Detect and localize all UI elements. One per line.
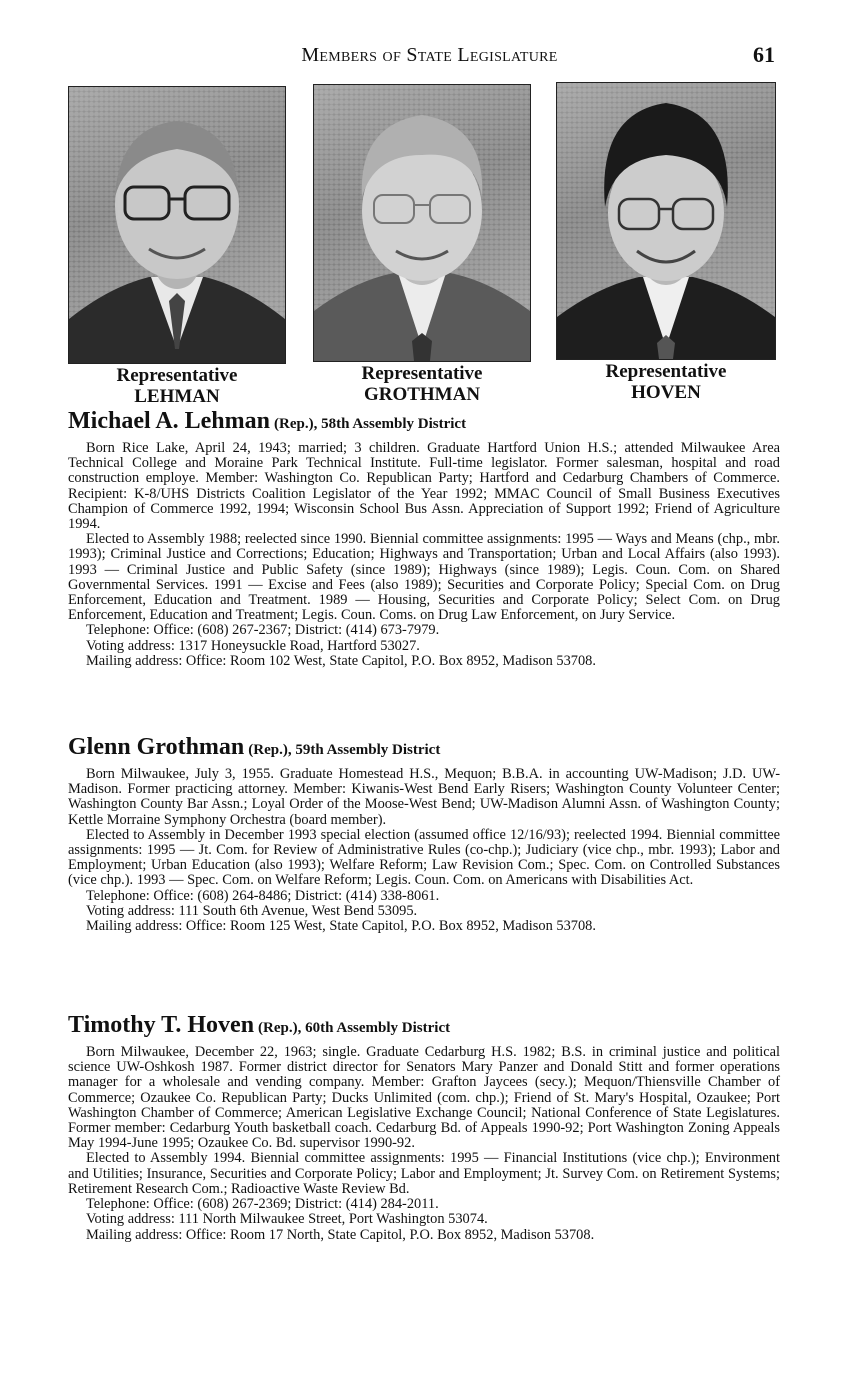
bio-lehman bbox=[68, 408, 780, 670]
voting-address: Voting address: 1317 Honeysuckle Road, Hartford 53027. bbox=[86, 637, 420, 654]
bio-grothman bbox=[68, 734, 780, 935]
bio-background: Born Milwaukee, December 22, 1963; single. Graduate Cedarburg H.S. 1982; B.S. in criminal justice and political science UW-Oshkosh 1987. Former district director for Senators Mary Panzer and Donald Stitt and former operations manager for a wholesale and vending company. Member: Grafton Jaycees (secy.); Mequon/Thiensville Chamber of Commerce; Ozaukee Co. Republican Party; Ducks Unlimited (com. chp.); Friend of St. Mary's Hospital, Ozaukee; Port Washington Chamber of Commerce; American Legislative Exchange Council; National Conference of State Legislatures. Former member: Cedarburg Youth basketball coach. Cedarburg Bd. of Appeals 1990-92; Port Washington Zoning Appeals May 1994-June 1995; Ozaukee Co. Bd. supervisor 1990-92. bbox=[68, 1044, 780, 1152]
caption-surname: LEHMAN bbox=[134, 386, 220, 407]
running-title: Members of State Legislature bbox=[301, 44, 558, 66]
caption-title: Representative bbox=[605, 361, 727, 382]
party-district: (Rep.), 58th Assembly District bbox=[274, 416, 467, 432]
portrait-grothman bbox=[313, 84, 531, 404]
telephone: Telephone: Office: (608) 264-8486; District: (414) 338-8061. bbox=[86, 887, 440, 904]
caption-surname: HOVEN bbox=[631, 382, 701, 403]
mailing-address: Mailing address: Office: Room 17 North, State Capitol, P.O. Box 8952, Madison 53708. bbox=[86, 1226, 595, 1243]
portrait-photo-lehman bbox=[68, 86, 286, 364]
voting-address: Voting address: 111 North Milwaukee Street, Port Washington 53074. bbox=[86, 1211, 488, 1228]
telephone: Telephone: Office: (608) 267-2369; District: (414) 284-2011. bbox=[86, 1196, 439, 1213]
bio-background: Born Rice Lake, April 24, 1943; married; 3 children. Graduate Hartford Union H.S.; attended Milwaukee Area Technical College and Moraine Park Technical Institute. Full-time legislator. Former salesman, hospital and road construction employe. Member: Washington Co. Republican Party; Hartford and Cedarburg Chambers of Commerce. Recipient: K-8/UHS Districts Coalition Legislator of the Year 1992; MMAC Council of Small Business Executives Champion of Commerce 1992, 1994; Wisconsin School Bus Assn. Appreciation of Support 1992; Friend of Agriculture 1994. bbox=[68, 440, 780, 533]
portrait-image-grothman bbox=[314, 85, 530, 361]
portrait-image-lehman bbox=[69, 87, 285, 363]
caption-title: Representative bbox=[116, 365, 238, 386]
bio-hoven bbox=[68, 1012, 780, 1243]
party-district: (Rep.), 59th Assembly District bbox=[248, 742, 441, 758]
member-name: Glenn Grothman bbox=[68, 734, 245, 760]
bio-background: Born Milwaukee, July 3, 1955. Graduate Homestead H.S., Mequon; B.B.A. in accounting UW-Madison; J.D. UW-Madison. Former practicing attorney. Member: Kiwanis-West Bend Early Risers; Washington County Volunteer Center; Washington County Bar Assn.; Loyal Order of the Moose-West Bend; UW-Madison Alumni Assn. of Washington County; Kettle Morraine Symphony Orchestra (board member). bbox=[68, 766, 780, 828]
portrait-photo-grothman bbox=[313, 84, 531, 362]
portrait-hoven bbox=[556, 82, 776, 402]
caption-title: Representative bbox=[361, 363, 483, 384]
telephone: Telephone: Office: (608) 267-2367; District: (414) 673-7979. bbox=[86, 622, 440, 639]
page-number: 61 bbox=[753, 42, 775, 67]
bio-heading bbox=[68, 408, 780, 437]
caption-surname: GROTHMAN bbox=[363, 384, 481, 405]
running-head bbox=[0, 42, 859, 70]
mailing-address: Mailing address: Office: Room 125 West, State Capitol, P.O. Box 8952, Madison 53708. bbox=[86, 918, 596, 935]
bio-committee-assignments: Elected to Assembly 1994. Biennial committee assignments: 1995 — Financial Institutions (vice chp.); Environment and Utilities; Insurance, Securities and Corporate Policy; Labor and Employment; Jt. Survey Com. on Retirement Systems; Retirement Research Com.; Radioactive Waste Review Bd. bbox=[68, 1150, 780, 1197]
member-name: Michael A. Lehman bbox=[68, 408, 270, 434]
portrait-photo-hoven bbox=[556, 82, 776, 360]
bio-heading bbox=[68, 1012, 780, 1041]
member-name: Timothy T. Hoven bbox=[68, 1012, 255, 1038]
voting-address: Voting address: 111 South 6th Avenue, West Bend 53095. bbox=[86, 903, 418, 920]
mailing-address: Mailing address: Office: Room 102 West, State Capitol, P.O. Box 8952, Madison 53708. bbox=[86, 653, 596, 670]
portrait-image-hoven bbox=[557, 83, 775, 359]
party-district: (Rep.), 60th Assembly District bbox=[258, 1020, 451, 1036]
bio-heading bbox=[68, 734, 780, 763]
bio-committee-assignments: Elected to Assembly in December 1993 special election (assumed office 12/16/93); reelected 1994. Biennial committee assignments: 1995 — Jt. Com. for Review of Administrative Rules (co-chp.); Judiciary (vice chp., mbr. 1993); Labor and Employment; Urban Education (also 1993); Welfare Reform; Law Revision Com.; Spec. Com. on Controlled Substances (vice chp.). 1993 — Spec. Com. on Welfare Reform; Legis. Coun. Com. on Americans with Disabilities Act. bbox=[68, 826, 780, 889]
portrait-lehman bbox=[68, 86, 286, 406]
bio-committee-assignments: Elected to Assembly 1988; reelected since 1990. Biennial committee assignments: 1995 — Ways and Means (chp., mbr. 1993); Criminal Justice and Corrections; Education; Highways and Transportation; Urban and Local Affairs (also 1993). 1993 — Criminal Justice and Public Safety (since 1989); Highways (since 1989); Legis. Coun. Com. on Shared Governmental Services. 1991 — Excise and Fees (also 1989); Securities and Corporate Policy; Special Com. on Drug Enforcement, Education and Treatment. 1989 — Housing, Securities and Corporate Policy; Select Com. on Drug Enforcement, Education and Treatment; Legis. Coun. Coms. on Drug Law Enforcement, on Jury Service. bbox=[68, 531, 780, 624]
